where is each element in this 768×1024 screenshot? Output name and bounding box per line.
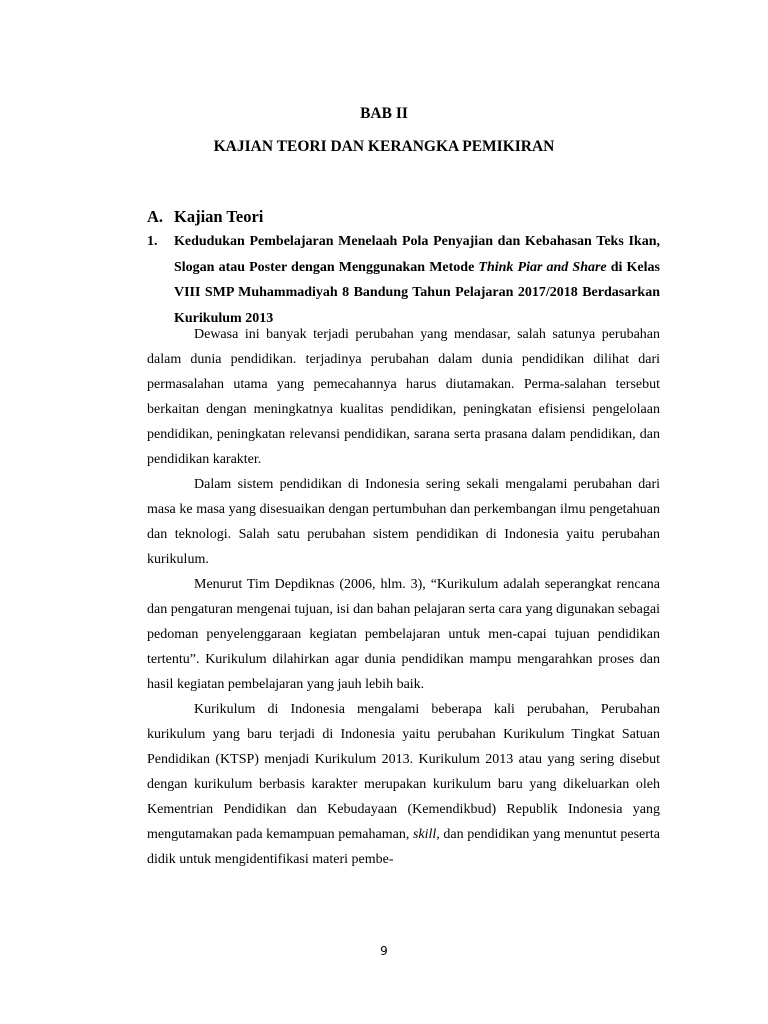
- page-number: 9: [380, 944, 388, 958]
- section-title: Kajian Teori: [174, 207, 264, 226]
- section-heading: [147, 207, 263, 227]
- subsection-title-part1: Kedudukan Pembelajaran Menelaah Pola Penyajian dan Kebahasan Teks Ikan, Slogan atau Poster dengan Menggunakan Metode: [174, 234, 660, 275]
- subsection-title-italic: Think Piar and Share: [478, 259, 607, 275]
- subsection-title-part2: di Kelas VIII SMP Muhammadiyah 8 Bandung Tahun Pelajaran 2017/2018 Berdasarkan Kurikulum 2013: [174, 259, 660, 326]
- paragraph-3: Menurut Tim Depdiknas (2006, hlm. 3), “Kurikulum adalah seperangkat rencana dan pengaturan mengenai tujuan, isi dan bahan pelajaran serta cara yang digunakan sebagai pedoman penyelenggaraan kegiatan pembelajaran untuk men-capai tujuan pendidikan tertentu”. Kurikulum dilahirkan agar dunia pendidikan mampu mengarahkan proses dan hasil kegiatan pembelajaran yang jauh lebih baik.: [147, 577, 660, 692]
- subsection-title: [174, 229, 660, 331]
- subsection-heading: [147, 229, 660, 331]
- paragraph-2: Dalam sistem pendidikan di Indonesia sering sekali mengalami perubahan dari masa ke masa yang disesuaikan dengan pertumbuhan dan perkembangan ilmu pengetahuan dan teknologi. Salah satu perubahan sistem pendidikan di Indonesia yaitu perubahan kurikulum.: [147, 477, 660, 567]
- paragraph-4-part2: , dan pendidikan yang menuntut peserta didik untuk mengidentifikasi materi pembe-: [147, 827, 660, 867]
- paragraph-1: Dewasa ini banyak terjadi perubahan yang mendasar, salah satunya perubahan dalam dunia pendidikan. terjadinya perubahan dalam dunia pendidikan dilihat dari permasalahan utama yang pemecahannya harus diutamakan. Perma-salahan tersebut berkaitan dengan meningkatnya kualitas pendidikan, peningkatan efisiensi pengelolaan pendidikan, peningkatan relevansi pendidikan, sarana serta prasana dalam pendidikan, dan pendidikan karakter.: [147, 327, 660, 467]
- chapter-number: BAB II: [360, 105, 408, 122]
- body-text: [147, 322, 660, 872]
- paragraph-4-part1: Kurikulum di Indonesia mengalami beberapa kali perubahan, Perubahan kurikulum yang baru terjadi di Indonesia yaitu perubahan Kurikulum Tingkat Satuan Pendidikan (KTSP) menjadi Kurikulum 2013. Kurikulum 2013 atau yang sering disebut dengan kurikulum berbasis karakter merupakan kurikulum baru yang dikeluarkan oleh Kementrian Pendidikan dan Kebudayaan (Kemendikbud) Republik Indonesia yang mengutamakan pada kemampuan pemahaman,: [147, 702, 660, 842]
- paragraph-4: [147, 697, 660, 872]
- paragraph-4-italic: skill: [412, 827, 437, 842]
- section-marker: A.: [147, 207, 164, 226]
- subsection-number: 1.: [147, 234, 158, 249]
- chapter-title: KAJIAN TEORI DAN KERANGKA PEMIKIRAN: [213, 138, 555, 155]
